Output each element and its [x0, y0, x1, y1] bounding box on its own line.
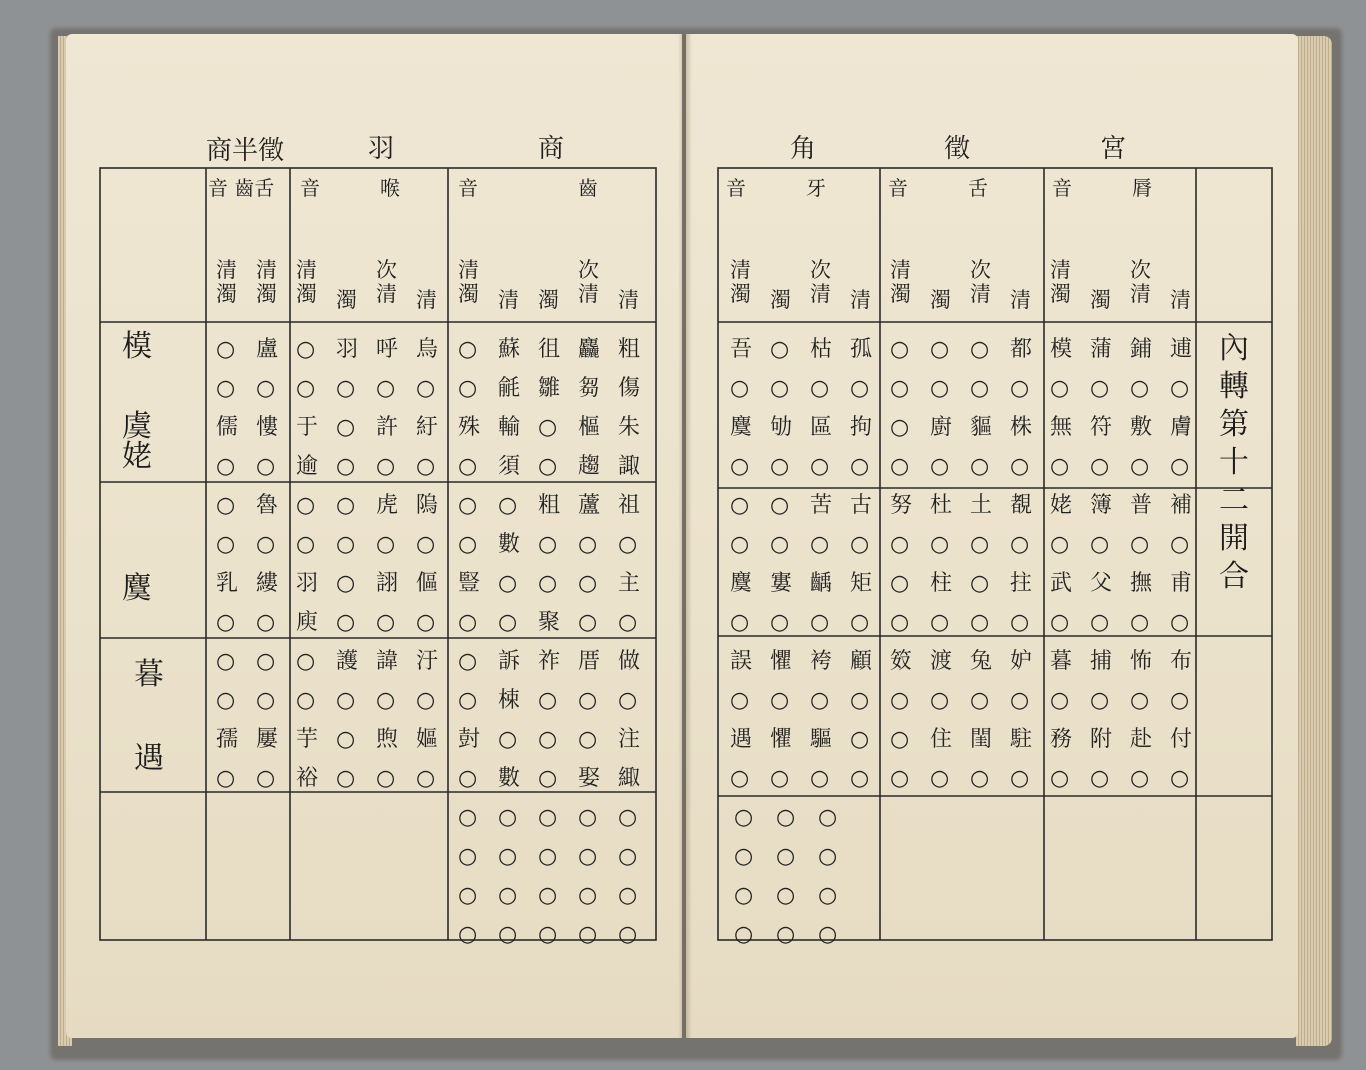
col-label: 清濁: [256, 258, 277, 307]
col-label: 清濁: [730, 258, 751, 307]
table-column-cells: ○ ○ ○ ○: [618, 805, 640, 947]
header-jiao: 角: [790, 134, 817, 164]
table-column-cells: 鋪 ○ 敷 ○ 普 ○ 撫 ○ 怖 ○ 赴 ○: [1130, 337, 1155, 791]
group-hou: 音 喉: [300, 176, 400, 200]
group-chi-she: 音 齒舌: [208, 176, 275, 200]
table-column-cells: ○ ○ ○ ○: [498, 805, 520, 947]
col-label: 濁: [538, 288, 559, 312]
col-label: 次清: [810, 258, 831, 307]
group-chun: 音 脣: [1052, 176, 1152, 200]
col-label: 清濁: [296, 258, 317, 307]
group-chi: 音 齒: [458, 176, 598, 200]
table-column-cells: ○ ○ ○ ○ 努 ○ ○ ○ 笯 ○ ○ ○: [890, 337, 915, 791]
header-zhi: 徵: [944, 134, 971, 164]
col-label: 清: [498, 288, 519, 312]
table-column-cells: ○ ○ ○ ○: [538, 805, 560, 947]
table-column-cells: ○ ○ ○ ○: [578, 805, 600, 947]
rhyme-yu-mu: 虞姥: [122, 409, 152, 474]
group-ya: 音 牙: [726, 176, 826, 200]
table-column-cells: 徂 雛 ○ ○ 粗 ○ ○ 聚 祚 ○ ○ ○: [538, 337, 563, 791]
table-column-cells: 羽 ○ ○ ○ ○ ○ ○ ○ 護 ○ ○ ○: [336, 337, 361, 791]
col-label: 清濁: [458, 258, 479, 307]
col-label: 濁: [1090, 288, 1111, 312]
table-column-cells: ○ ○ 劬 ○ ○ ○ 寠 ○ 懼 ○ 懼 ○: [770, 337, 795, 791]
col-label: 濁: [336, 288, 357, 312]
chart-title: 內轉第十二開合: [1219, 331, 1249, 594]
table-column-cells: 逋 ○ 膚 ○ 補 ○ 甫 ○ 布 ○ 付 ○: [1170, 337, 1195, 791]
table-column-cells: ○ ○ 于 逾 ○ ○ 羽 庾 ○ ○ 芋 裕: [296, 337, 321, 791]
rhyme-yu: 麌: [122, 571, 152, 606]
col-label: 清: [618, 288, 639, 312]
table-column-cells: 孤 ○ 拘 ○ 古 ○ 矩 ○ 顧 ○ ○ ○: [850, 337, 875, 791]
table-column-cells: 枯 ○ 區 ○ 苦 ○ 齲 ○ 袴 ○ 驅 ○: [810, 337, 835, 791]
col-label: 清: [416, 288, 437, 312]
header-shang: 商: [538, 134, 565, 164]
col-label: 次清: [376, 258, 397, 307]
col-label: 清: [1010, 288, 1031, 312]
table-column-cells: 粗 傷 朱 諏 祖 ○ 主 ○ 做 ○ 注 緅: [618, 337, 643, 791]
col-label: 清濁: [890, 258, 911, 307]
header-yu: 羽: [368, 134, 395, 164]
col-label: 清濁: [216, 258, 237, 307]
col-label: 清: [1170, 288, 1191, 312]
col-label: 濁: [770, 288, 791, 312]
table-column-cells: 烏 ○ 紆 ○ 隖 ○ 傴 ○ 汙 ○ 嫗 ○: [416, 337, 441, 791]
rhyme-mu: 暮: [134, 657, 164, 692]
table-column-cells: 蘇 毹 輸 須 ○ 數 ○ ○ 訴 梀 ○ 數: [498, 337, 523, 791]
table-column-cells: ○ ○ 廚 ○ 杜 ○ 柱 ○ 渡 ○ 住 ○: [930, 337, 955, 791]
rhyme-yu-2: 遇: [134, 741, 164, 776]
table-column-cells: 模 ○ 無 ○ 姥 ○ 武 ○ 暮 ○ 務 ○: [1050, 337, 1075, 791]
header-gong: 宮: [1100, 134, 1127, 164]
table-column-cells: 蒲 ○ 符 ○ 簿 ○ 父 ○ 捕 ○ 附 ○: [1090, 337, 1115, 791]
table-column-cells: 吾 ○ 麌 ○ ○ ○ 麌 ○ 誤 ○ 遇 ○: [730, 337, 755, 791]
col-label: 濁: [930, 288, 951, 312]
header-shang-ban-zhi: 商半徵: [206, 136, 285, 166]
table-column-cells: 麤 芻 樞 趨 蘆 ○ ○ ○ 厝 ○ ○ 娶: [578, 337, 603, 791]
col-label: 次清: [578, 258, 599, 307]
group-she: 音 舌: [888, 176, 988, 200]
col-label: 清濁: [1050, 258, 1071, 307]
table-column-cells: ○ ○ ○ ○: [818, 805, 840, 947]
table-column-cells: ○ ○ 殊 ○ ○ ○ 豎 ○ ○ ○ 尌 ○: [458, 337, 483, 791]
col-label: 次清: [1130, 258, 1151, 307]
table-column-cells: 呼 ○ 許 ○ 虎 ○ 詡 ○ 諱 ○ 煦 ○: [376, 337, 401, 791]
table-column-cells: ○ ○ 貙 ○ 土 ○ ○ ○ 兔 ○ 閨 ○: [970, 337, 995, 791]
col-label: 次清: [970, 258, 991, 307]
table-column-cells: ○ ○ ○ ○: [458, 805, 480, 947]
table-column-cells: ○ ○ ○ ○: [776, 805, 798, 947]
table-column-cells: ○ ○ 儒 ○ ○ ○ 乳 ○ ○ ○ 孺 ○: [216, 337, 241, 791]
table-column-cells: 盧 ○ 慺 ○ 魯 ○ 縷 ○ ○ ○ 屢 ○: [256, 337, 281, 791]
table-column-cells: ○ ○ ○ ○: [734, 805, 756, 947]
rhyme-mo: 模: [122, 329, 152, 364]
col-label: 清: [850, 288, 871, 312]
table-column-cells: 都 ○ 株 ○ 覩 ○ 拄 ○ 妒 ○ 駐 ○: [1010, 337, 1035, 791]
